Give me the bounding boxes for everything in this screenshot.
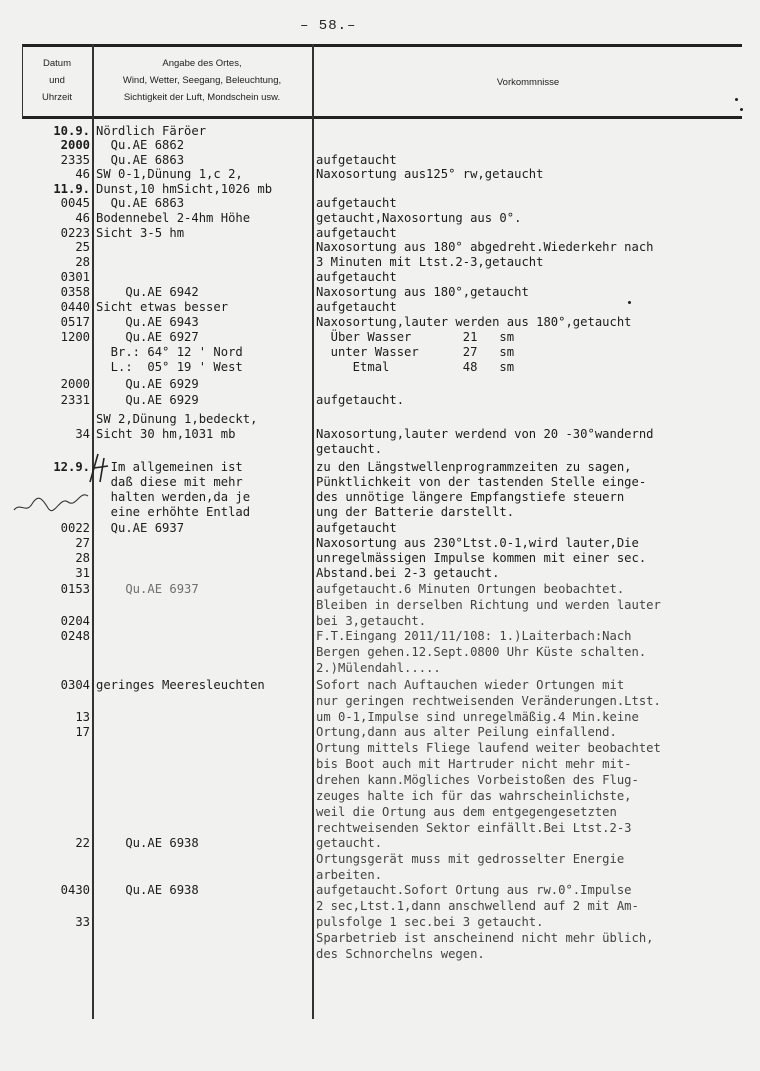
- entry-event: getaucht.: [316, 836, 383, 850]
- entry-event: Ortung,dann aus alter Peilung einfallend.: [316, 725, 617, 739]
- entry-event: aufgetaucht: [316, 521, 397, 535]
- entry-place: SW 2,Dünung 1,bedeckt,: [96, 412, 258, 426]
- entry-event: aufgetaucht.: [316, 393, 405, 407]
- entry-event: bis Boot auch mit Hartruder nicht mehr mit-: [316, 757, 632, 771]
- entry-place: eine erhöhte Entlad: [96, 505, 251, 519]
- entry-event: aufgetaucht: [316, 226, 397, 240]
- entry-event: um 0-1,Impulse sind unregelmäßig.4 Min.keine: [316, 710, 639, 724]
- entry-event: Sparbetrieb ist anscheinend nicht mehr üblich,: [316, 931, 654, 945]
- entry-place: SW 0-1,Dünung 1,c 2,: [96, 167, 243, 181]
- entry-event: Ortung mittels Fliege laufend weiter beobachtet: [316, 741, 661, 755]
- column-divider-date: [92, 44, 94, 1019]
- entry-time: 28: [75, 255, 90, 269]
- entry-time: 0440: [60, 300, 90, 314]
- entry-event: drehen kann.Mögliches Vorbeistoßen des Flug-: [316, 773, 639, 787]
- entry-time: 10.9.: [53, 124, 90, 138]
- entry-place: Qu.AE 6943: [96, 315, 199, 329]
- entry-event: getaucht,Naxosortung aus 0°.: [316, 211, 522, 225]
- entry-time: 2331: [60, 393, 90, 407]
- entry-place: Qu.AE 6863: [96, 196, 185, 210]
- entry-place: Qu.AE 6862: [96, 138, 185, 152]
- entry-event: zu den Längstwellenprogrammzeiten zu sagen,: [316, 460, 632, 474]
- entry-event: aufgetaucht: [316, 300, 397, 314]
- entry-place: Qu.AE 6927: [96, 330, 199, 344]
- handwritten-margin-note: [8, 452, 126, 530]
- entry-time: 2000: [60, 377, 90, 391]
- entry-time: 12.9.: [53, 460, 90, 474]
- entry-event: Über Wasser 21 sm: [316, 330, 515, 344]
- entry-time: 13: [75, 710, 90, 724]
- entry-event: Naxosortung aus 180° abgedreht.Wiederkehr nach: [316, 240, 654, 254]
- entry-event: Pünktlichkeit von der tastenden Stelle einge-: [316, 475, 647, 489]
- table-left-edge: [22, 44, 23, 118]
- entry-event: aufgetaucht: [316, 196, 397, 210]
- entry-event: Naxosortung,lauter werdend von 20 -30°wandernd: [316, 427, 654, 441]
- entry-time: 2000: [60, 138, 90, 152]
- entry-event: bei 3,getaucht.: [316, 614, 427, 628]
- entry-event: des unnötige längere Empfangstiefe steuern: [316, 490, 625, 504]
- entry-place: Qu.AE 6938: [96, 836, 199, 850]
- entry-event: Sofort nach Auftauchen wieder Ortungen mit: [316, 678, 625, 692]
- entry-event: Bleiben in derselben Richtung und werden lauter: [316, 598, 661, 612]
- entry-time: 0358: [60, 285, 90, 299]
- entry-event: aufgetaucht: [316, 270, 397, 284]
- entry-time: 0304: [60, 678, 90, 692]
- entry-event: pulsfolge 1 sec.bei 3 getaucht.: [316, 915, 544, 929]
- entry-event: des Schnorchelns wegen.: [316, 947, 485, 961]
- ink-speck: [740, 108, 743, 111]
- entry-time: 0045: [60, 196, 90, 210]
- entry-event: 2 sec,Ltst.1,dann anschwellend auf 2 mit Am-: [316, 899, 639, 913]
- entry-place: Sicht 30 hm,1031 mb: [96, 427, 236, 441]
- entry-place: L.: 05° 19 ' West: [96, 360, 243, 374]
- entry-event: ung der Batterie darstellt.: [316, 505, 515, 519]
- entry-event: Naxosortung aus 180°,getaucht: [316, 285, 529, 299]
- entry-place: Nördlich Färöer: [96, 124, 207, 138]
- entry-event: Naxosortung aus125° rw,getaucht: [316, 167, 544, 181]
- entry-time: 0153: [60, 582, 90, 596]
- entry-time: 28: [75, 551, 90, 565]
- entry-event: 2.)Mülendahl.....: [316, 661, 441, 675]
- header-events: Vorkommnisse: [496, 77, 560, 88]
- table-top-rule: [22, 44, 742, 47]
- table-header-rule: [22, 116, 742, 119]
- entry-event: unregelmässigen Impulse kommen mit einer sec.: [316, 551, 647, 565]
- entry-time: 0517: [60, 315, 90, 329]
- header-date-line: Datum: [43, 58, 71, 69]
- entry-time: 22: [75, 836, 90, 850]
- entry-time: 25: [75, 240, 90, 254]
- entry-event: F.T.Eingang 2011/11/108: 1.)Laiterbach:Nach: [316, 629, 632, 643]
- entry-event: Ortungsgerät muss mit gedrosselter Energie: [316, 852, 625, 866]
- entry-event: zeuges halte ich für das wahrscheinlichste,: [316, 789, 632, 803]
- entry-place: geringes Meeresleuchten: [96, 678, 265, 692]
- header-place-weather: [94, 55, 310, 106]
- entry-time: 0223: [60, 226, 90, 240]
- entry-event: aufgetaucht: [316, 153, 397, 167]
- page-number: – 58.–: [300, 18, 357, 34]
- entry-event: Naxosortung aus 230°Ltst.0-1,wird lauter,Die: [316, 536, 639, 550]
- entry-place: Qu.AE 6937: [96, 521, 185, 535]
- entry-time: 31: [75, 566, 90, 580]
- entry-time: 2335: [60, 153, 90, 167]
- entry-event: Abstand.bei 2-3 getaucht.: [316, 566, 500, 580]
- entry-place: Qu.AE 6937: [96, 582, 199, 596]
- entry-place: Sicht 3-5 hm: [96, 226, 185, 240]
- entry-event: Bergen gehen.12.Sept.0800 Uhr Küste schalten.: [316, 645, 647, 659]
- entry-place: halten werden,da je: [96, 490, 251, 504]
- entry-place: Qu.AE 6942: [96, 285, 199, 299]
- header-place-line: Sichtigkeit der Luft, Mondschein usw.: [123, 92, 281, 103]
- entry-place: Qu.AE 6929: [96, 377, 199, 391]
- header-date-line: Uhrzeit: [41, 92, 73, 103]
- entry-place: Im allgemeinen ist: [96, 460, 243, 474]
- entry-place: Br.: 64° 12 ' Nord: [96, 345, 243, 359]
- header-place-line: Wind, Wetter, Seegang, Beleuchtung,: [122, 75, 282, 86]
- entry-time: 17: [75, 725, 90, 739]
- entry-time: 0022: [60, 521, 90, 535]
- entry-time: 46: [75, 211, 90, 225]
- entry-time: 34: [75, 427, 90, 441]
- entry-event: unter Wasser 27 sm: [316, 345, 515, 359]
- entry-event: 3 Minuten mit Ltst.2-3,getaucht: [316, 255, 544, 269]
- entry-event: Naxosortung,lauter werden aus 180°,getaucht: [316, 315, 632, 329]
- entry-time: 33: [75, 915, 90, 929]
- entry-place: Bodennebel 2-4hm Höhe: [96, 211, 251, 225]
- entry-time: 0204: [60, 614, 90, 628]
- entry-event: nur geringen rechtweisenden Veränderungen.Ltst.: [316, 694, 661, 708]
- header-place-line: Angabe des Ortes,: [162, 58, 242, 69]
- entry-place: Qu.AE 6938: [96, 883, 199, 897]
- entry-time: 27: [75, 536, 90, 550]
- column-divider-place: [312, 44, 314, 1019]
- entry-time: 0248: [60, 629, 90, 643]
- entry-place: daß diese mit mehr: [96, 475, 243, 489]
- header-date-time: [24, 55, 90, 106]
- entry-time: 0430: [60, 883, 90, 897]
- entry-event: Etmal 48 sm: [316, 360, 515, 374]
- entry-event: rechtweisenden Sektor einfällt.Bei Ltst.2-3: [316, 821, 632, 835]
- entry-place: Qu.AE 6929: [96, 393, 199, 407]
- entry-time: 46: [75, 167, 90, 181]
- entry-event: arbeiten.: [316, 868, 383, 882]
- entry-event: aufgetaucht.Sofort Ortung aus rw.0°.Impulse: [316, 883, 632, 897]
- entry-place: Dunst,10 hmSicht,1026 mb: [96, 182, 273, 196]
- entry-event: weil die Ortung aus dem entgegengesetzten: [316, 805, 617, 819]
- entry-place: Qu.AE 6863: [96, 153, 185, 167]
- entry-event: aufgetaucht.6 Minuten Ortungen beobachtet.: [316, 582, 625, 596]
- header-date-line: und: [49, 75, 65, 86]
- entry-time: 1200: [60, 330, 90, 344]
- entry-time: 0301: [60, 270, 90, 284]
- ink-speck: [735, 98, 738, 101]
- ink-speck: [628, 301, 631, 304]
- entry-place: Sicht etwas besser: [96, 300, 229, 314]
- entry-event: getaucht.: [316, 442, 383, 456]
- entry-time: 11.9.: [53, 182, 90, 196]
